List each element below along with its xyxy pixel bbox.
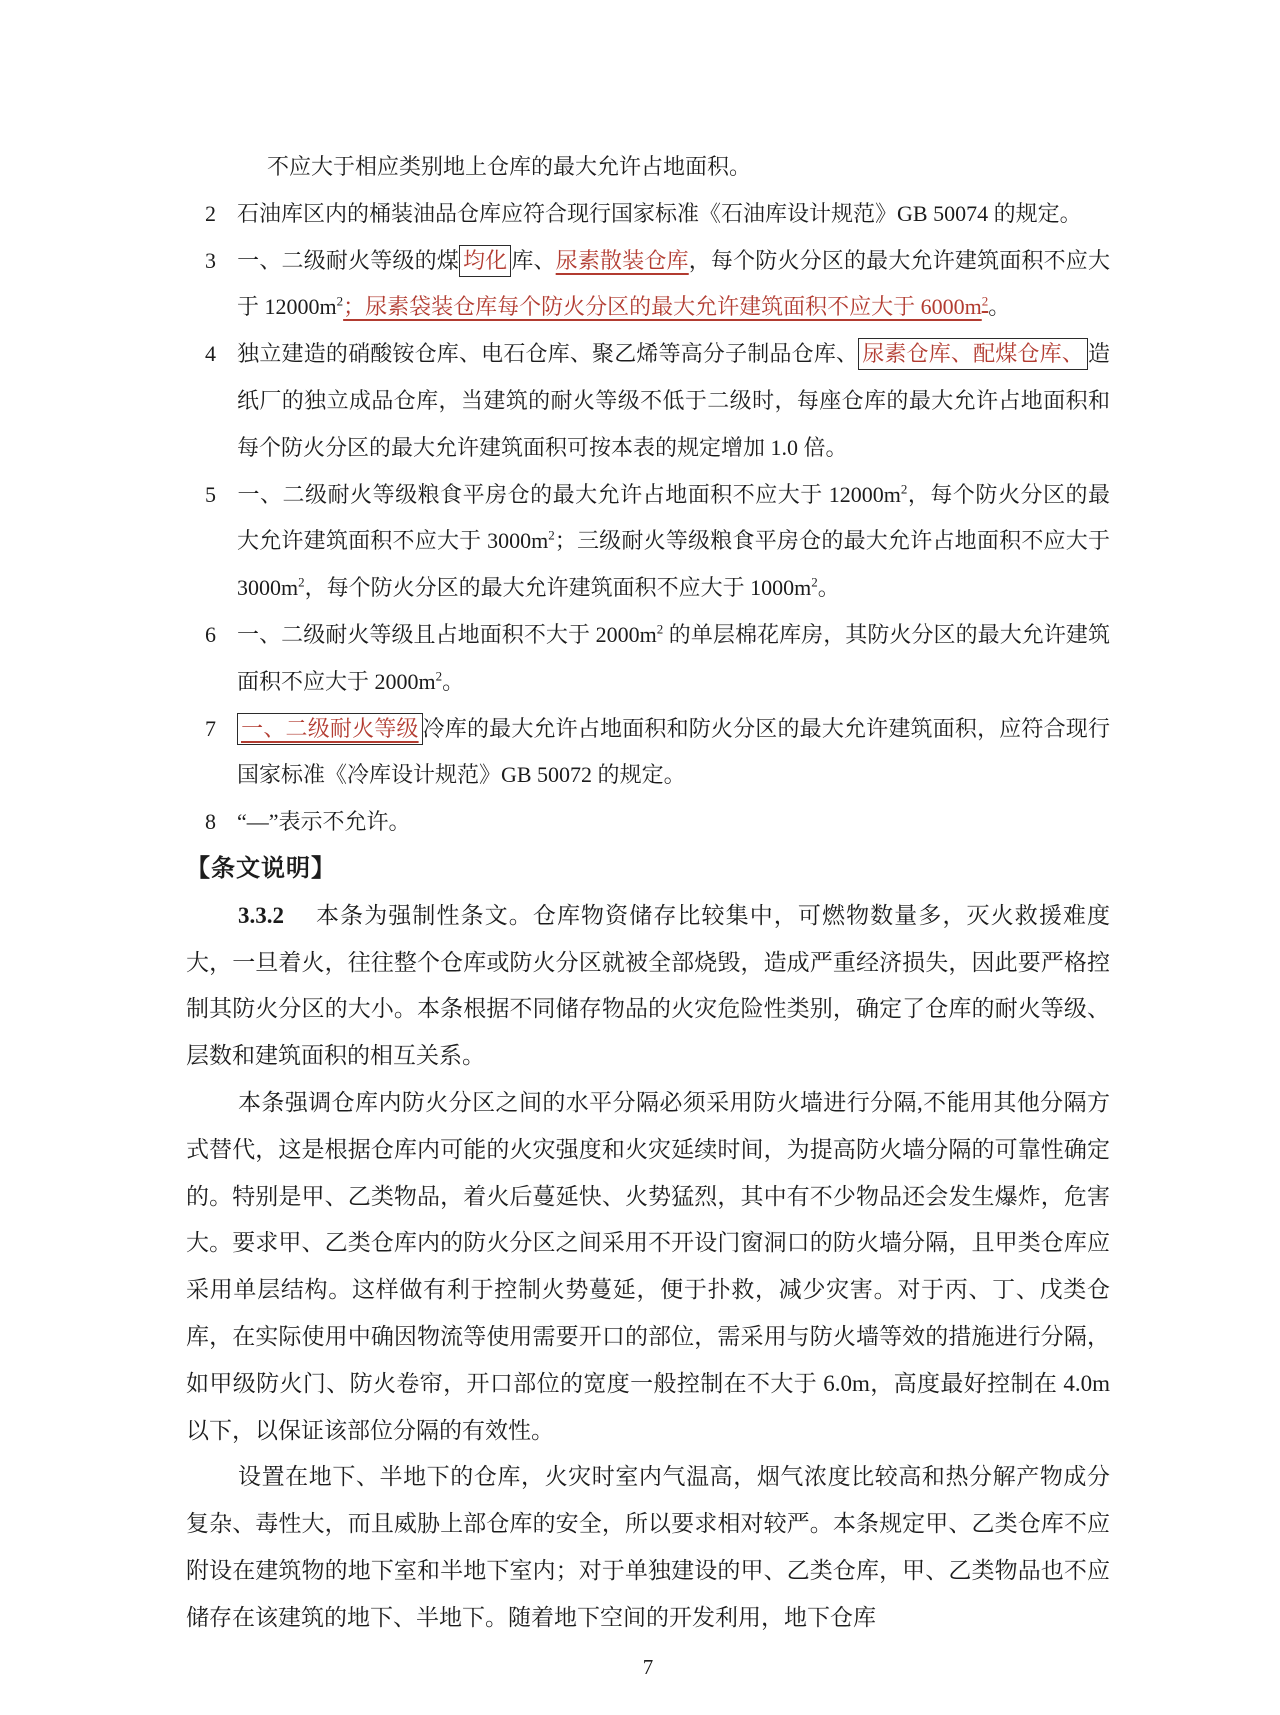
item-text: 一、二级耐火等级 冷库的最大允许占地面积和防火分区的最大允许建筑面积，应符合现行国家标准《冷库设计规范》GB 50072 的规定。 — [237, 713, 1110, 788]
list-item — [186, 191, 1110, 238]
list-intro-fragment — [186, 144, 1110, 191]
item-number: 2 — [205, 200, 216, 226]
item-number: 6 — [205, 621, 216, 647]
list-item — [186, 706, 1110, 800]
explanation-header — [186, 846, 1110, 893]
page-number-text: 7 — [642, 1654, 654, 1679]
explanation-paragraph — [186, 893, 1110, 1080]
item-number: 5 — [205, 481, 216, 507]
explanation-paragraph — [186, 1454, 1110, 1641]
item-text: 一、二级耐火等级的煤 均化 库、尿素散装仓库，每个防火分区的最大允许建筑面积不应大于 $12000m^2$；尿素袋装仓库每个防火分区的最大允许建筑面积不应大于 $6000m^2$。 — [237, 248, 1110, 320]
item-number: 8 — [205, 809, 216, 835]
explanation-header-text: 【条文说明】 — [186, 854, 336, 882]
item-text: 一、二级耐火等级且占地面积不大于 $2000m^2$ 的单层棉花库房，其防火分区的最大允许建筑面积不应大于 $2000m^2$。 — [237, 621, 1110, 694]
paragraph-text: 设置在地下、半地下的仓库，火灾时室内气温高，烟气浓度比较高和热分解产物成分复杂、毒性大，而且威胁上部仓库的安全，所以要求相对较严。本条规定甲、乙类仓库不应附设在建筑物的地下室和半地下室内；对于单独建设的甲、乙类仓库，甲、乙类物品也不应储存在该建筑的地下、半地下。随着地下空间的开发利用，地下仓库 — [186, 1464, 1110, 1630]
list-item — [186, 238, 1110, 332]
item-text: “—”表示不允许。 — [237, 809, 411, 835]
item-text: 独立建造的硝酸铵仓库、电石仓库、聚乙烯等高分子制品仓库、 尿素仓库、配煤仓库、 造纸厂的独立成品仓库，当建筑的耐火等级不低于二级时，每座仓库的最大允许占地面积和每个防火分区的最大允许建筑面积可按本表的规定增加 1.0 倍。 — [237, 338, 1110, 460]
explanation-paragraph — [186, 1080, 1110, 1454]
numbered-list — [186, 144, 1110, 846]
page-content — [186, 144, 1110, 1690]
list-item — [186, 331, 1110, 471]
intro-fragment-text: 不应大于相应类别地上仓库的最大允许占地面积。 — [267, 154, 752, 179]
item-number: 4 — [205, 341, 216, 367]
item-text: 石油库区内的桶装油品仓库应符合现行国家标准《石油库设计规范》GB 50074 的规定。 — [237, 200, 1082, 226]
paragraph-text: 本条强调仓库内防火分区之间的水平分隔必须采用防火墙进行分隔,不能用其他分隔方式替代，这是根据仓库内可能的火灾强度和火灾延续时间，为提高防火墙分隔的可靠性确定的。特别是甲、乙类物品，着火后蔓延快、火势猛烈，其中有不少物品还会发生爆炸，危害大。要求甲、乙类仓库内的防火分区之间采用不开设门窗洞口的防火墙分隔，且甲类仓库应采用单层结构。这样做有利于控制火势蔓延，便于扑救，减少灾害。对于丙、丁、戊类仓库，在实际使用中确因物流等使用需要开口的部位，需采用与防火墙等效的措施进行分隔，如甲级防火门、防火卷帘，开口部位的宽度一般控制在不大于 6.0m，高度最好控制在 4.0m 以下，以保证该部位分隔的有效性。 — [186, 1089, 1110, 1443]
list-item — [186, 799, 1110, 846]
page-number — [186, 1644, 1110, 1691]
list-item — [186, 472, 1110, 612]
paragraph-text: 3.3.2 本条为强制性条文。仓库物资储存比较集中，可燃物数量多，灭火救援难度大，一旦着火，往往整个仓库或防火分区就被全部烧毁，造成严重经济损失，因此要严格控制其防火分区的大小。本条根据不同储存物品的火灾危险性类别，确定了仓库的耐火等级、层数和建筑面积的相互关系。 — [186, 902, 1110, 1069]
item-number: 7 — [205, 715, 216, 741]
list-item — [186, 612, 1110, 706]
item-text: 一、二级耐火等级粮食平房仓的最大允许占地面积不应大于 $12000m^2$，每个防火分区的最大允许建筑面积不应大于 $3000m^2$；三级耐火等级粮食平房仓的最大允许占地面积不应大于 $3000m^2$，每个防火分区的最大允许建筑面积不应大于 $1000m^2$。 — [237, 481, 1110, 601]
item-number: 3 — [205, 247, 216, 273]
